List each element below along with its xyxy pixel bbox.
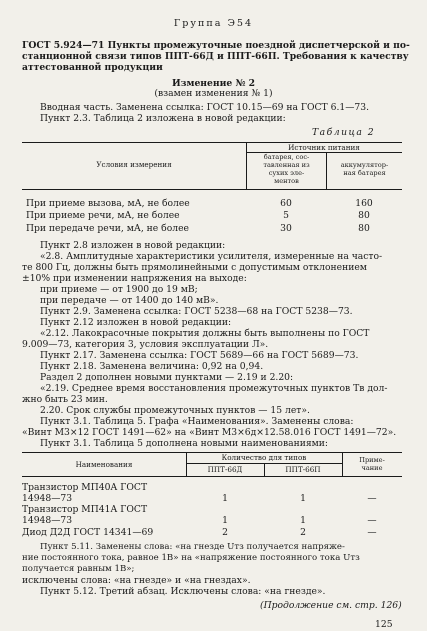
table5-row-2-ppt66p: 1: [300, 515, 306, 526]
table5-row-2-name-1: Транзистор МП41А ГОСТ: [22, 504, 148, 515]
para-2-8-line-2: те 800 Гц, должны быть прямолинейными с допустимым отклонением: [22, 262, 367, 273]
table5-row-1-note: —: [367, 493, 377, 504]
table2-header-dry-battery-1: батарея, сос-: [263, 153, 310, 161]
table2-row-3-condition: При передаче речи, мА, не более: [26, 223, 189, 234]
para-2-19-line-1: «2.19. Среднее время восстановления промежуточных пунктов Тв дол-: [40, 383, 388, 394]
para-5-11-line-1: Пункт 5.11. Заменены слова: «на гнезде Uтз получается напряже-: [40, 542, 345, 552]
intro-line-1: Вводная часть. Заменена ссылка: ГОСТ 10.15—69 на ГОСТ 6.1—73.: [40, 102, 370, 113]
para-2-8-receive: при приеме — от 1900 до 19 мВ;: [40, 284, 198, 295]
para-2-8-line-3: ±10% при изменении напряжения на выходе:: [22, 273, 247, 284]
table2-row-3-accumulator: 80: [358, 223, 370, 234]
table5-header-ppt66p: ППТ-66П: [285, 465, 321, 474]
table5-header-note-2: чание: [361, 464, 383, 472]
table5-header-count: Количество для типов: [221, 453, 307, 462]
para-2-17: Пункт 2.17. Заменена ссылка: ГОСТ 5689—66 на ГОСТ 5689—73.: [40, 350, 359, 361]
para-5-11-line-2: ние постоянного тока, равное 1В» на «напряжение постоянного тока Uтз: [22, 553, 360, 563]
table5-row-1-name-2: 14948—73: [22, 493, 73, 504]
change-title: Изменение № 2: [171, 78, 256, 89]
para-3-1-addition: Пункт 3.1. Таблица 5 дополнена новыми наименованиями:: [40, 438, 329, 449]
table2-header-conditions: Условия измерения: [96, 160, 172, 169]
table5-row-3-ppt66d: 2: [222, 527, 228, 538]
para-2-12-line-1: «2.12. Лакокрасочные покрытия должны быть выполнены по ГОСТ: [40, 328, 370, 339]
table2-row-1-condition: При приеме вызова, мА, не более: [26, 198, 190, 209]
table2-header-accumulator-1: аккумулятор-: [340, 161, 389, 169]
table5-row-1-ppt66d: 1: [222, 493, 228, 504]
table5-header-note-1: Приме-: [359, 456, 385, 464]
table2-row-1-dry: 60: [280, 198, 292, 209]
para-2-9: Пункт 2.9. Заменена ссылка: ГОСТ 5238—68 на ГОСТ 5238—73.: [40, 306, 353, 317]
table2-row-2-condition: При приеме речи, мА, не более: [26, 210, 180, 221]
table2-header-source: Источник питания: [288, 143, 360, 152]
table5-row-2-ppt66d: 1: [222, 515, 228, 526]
page-number: 125: [375, 619, 393, 630]
para-5-12: Пункт 5.12. Третий абзац. Исключены слова: «на гнезде».: [40, 586, 326, 597]
standard-title-line-1: ГОСТ 5.924—71 Пункты промежуточные поездной диспетчерской и по-: [22, 40, 410, 51]
para-5-11-excluded: исключены слова: «на гнезде» и «на гнездах».: [22, 575, 251, 586]
table2-header-dry-battery-4: ментов: [274, 177, 299, 185]
para-3-1-line-1: Пункт 3.1. Таблица 5. Графа «Наименования». Заменены слова:: [40, 416, 354, 427]
intro-line-2: Пункт 2.3. Таблица 2 изложена в новой редакции:: [40, 113, 286, 124]
change-subtitle: (взамен изменения № 1): [154, 88, 273, 99]
group-header: Группа Э54: [173, 18, 254, 29]
table5-row-1-name-1: Транзистор МП40А ГОСТ: [22, 482, 148, 493]
para-2-20: 2.20. Срок службы промежуточных пунктов — 15 лет».: [40, 405, 310, 416]
section-2-addition: Раздел 2 дополнен новыми пунктами — 2.19 и 2.20:: [40, 372, 294, 383]
table2-row-3-dry: 30: [280, 223, 292, 234]
para-2-12-line-2: 9.009—73, категория 3, условия эксплуатации Л».: [22, 339, 269, 350]
table5-row-3-note: —: [367, 527, 377, 538]
table2-row-2-accumulator: 80: [358, 210, 370, 221]
table5-row-3-name: Диод Д2Д ГОСТ 14341—69: [22, 527, 154, 538]
standard-title-line-3: аттестованной продукции: [22, 62, 163, 73]
table2-header-dry-battery-3: сухих эле-: [268, 169, 305, 177]
table2-header-dry-battery-2: тавленная из: [263, 161, 310, 169]
table5-row-3-ppt66p: 2: [300, 527, 306, 538]
para-2-8-line-1: «2.8. Амплитудные характеристики усилителя, измеренные на часто-: [40, 251, 383, 262]
table2-header-accumulator-2: ная батарея: [343, 169, 386, 177]
table5-row-2-name-2: 14948—73: [22, 515, 73, 526]
para-2-19-line-2: жно быть 23 мин.: [22, 394, 108, 405]
table5-header-ppt66d: ППТ-66Д: [207, 465, 243, 474]
table5-header-name: Наименования: [75, 460, 133, 469]
para-2-12-intro: Пункт 2.12 изложен в новой редакции:: [40, 317, 232, 328]
table5-row-1-ppt66p: 1: [300, 493, 306, 504]
para-2-8-transmit: при передаче — от 1400 до 140 мВ».: [40, 295, 219, 306]
standard-title-line-2: станционной связи типов ППТ-66Д и ППТ-66П. Требования к качеству: [22, 51, 409, 62]
continuation-note: (Продолжение см. стр. 126): [260, 600, 402, 611]
para-2-8-intro: Пункт 2.8 изложен в новой редакции:: [40, 240, 226, 251]
table2-row-2-dry: 5: [283, 210, 289, 221]
table2-caption: Таблица 2: [312, 127, 376, 138]
table5-row-2-note: —: [367, 515, 377, 526]
para-2-18: Пункт 2.18. Заменена величина: 0,92 на 0,94.: [40, 361, 264, 372]
para-3-1-line-2: «Винт М3×12 ГОСТ 1491—62» на «Винт М3×6д×12.58.016 ГОСТ 1491—72».: [22, 427, 397, 438]
para-5-11-line-3: получается равным 1В»;: [22, 564, 135, 574]
table2-row-1-accumulator: 160: [355, 198, 373, 209]
